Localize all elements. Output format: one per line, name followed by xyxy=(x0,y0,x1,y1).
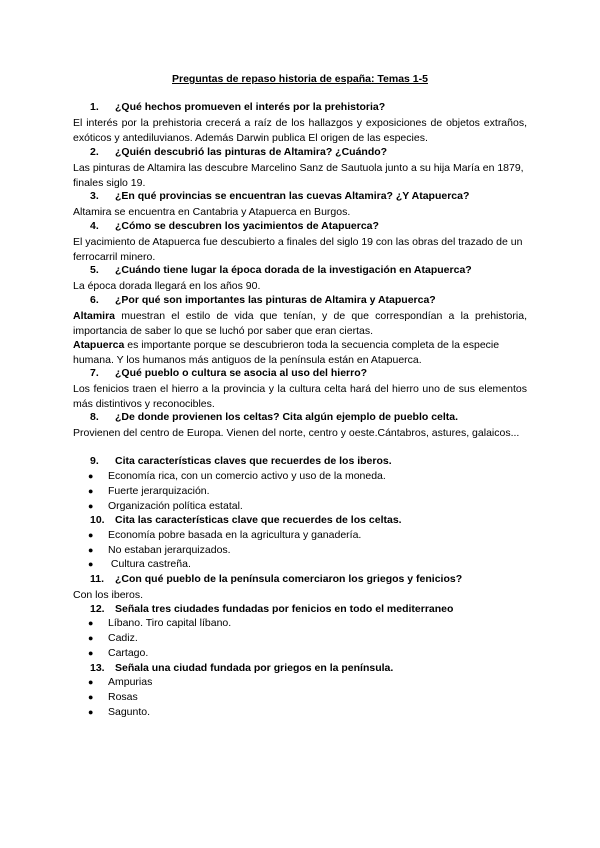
bullet-icon: ● xyxy=(88,677,94,687)
bullet-icon: ● xyxy=(88,545,94,555)
bullet-icon: ● xyxy=(88,648,94,658)
list-item: ● Sagunto. xyxy=(88,706,151,718)
answer-6-altamira xyxy=(73,309,527,338)
list-item: ● Cultura castreña. xyxy=(88,558,191,570)
bullet-icon: ● xyxy=(88,618,94,628)
question-text: ¿Con qué pueblo de la península comerciaron los griegos y fenicios? xyxy=(115,573,463,585)
question-text: ¿Por qué son importantes las pinturas de Altamira y Atapuerca? xyxy=(115,294,436,306)
question-number: 6. xyxy=(90,294,99,306)
question-text: Cita las características clave que recuerdes de los celtas. xyxy=(115,514,402,526)
question-text: ¿Cómo se descubren los yacimientos de Atapuerca? xyxy=(115,220,379,232)
question-5 xyxy=(90,264,472,276)
question-6 xyxy=(90,294,436,306)
question-11 xyxy=(90,573,462,585)
list-item: ● Economía pobre basada en la agricultura y ganadería. xyxy=(88,529,362,541)
question-number: 5. xyxy=(90,264,99,276)
list-item: ● Cartago. xyxy=(88,647,149,659)
answer-8: Provienen del centro de Europa. Vienen del norte, centro y oeste.Cántabros, astures, galaicos... xyxy=(73,427,520,439)
question-text: Señala una ciudad fundada por griegos en la península. xyxy=(115,662,394,674)
question-number: 2. xyxy=(90,146,99,158)
list-item: ● Cadiz. xyxy=(88,632,138,644)
question-8 xyxy=(90,411,458,423)
list-item: ● Rosas xyxy=(88,691,138,703)
answer-3: Altamira se encuentra en Cantabria y Atapuerca en Burgos. xyxy=(73,206,351,218)
question-10 xyxy=(90,514,402,526)
question-number: 11. xyxy=(90,573,105,585)
question-number: 3. xyxy=(90,190,99,202)
question-text: ¿De donde provienen los celtas? Cita algún ejemplo de pueblo celta. xyxy=(115,411,459,423)
question-text: ¿En qué provincias se encuentran las cuevas Altamira? ¿Y Atapuerca? xyxy=(115,190,470,202)
answer-1: El interés por la prehistoria crecerá a raíz de los hallazgos y exposiciones de objetos extraños, exóticos y antediluvianos. Además Darwin publica El origen de las especies. xyxy=(73,117,527,144)
answer-text: es importante porque se descubrieron toda la secuencia completa de la especie humana. Y los humanos más antiguos de la península están en Atapuerca. xyxy=(73,339,500,366)
question-number: 1. xyxy=(90,101,99,113)
question-text: Cita características claves que recuerdes de los iberos. xyxy=(115,455,392,467)
question-text: ¿Qué pueblo o cultura se asocia al uso del hierro? xyxy=(115,367,368,379)
list-item: ● Organización política estatal. xyxy=(88,500,243,512)
question-number: 12. xyxy=(90,603,105,615)
bullet-icon: ● xyxy=(88,486,94,496)
page-title: Preguntas de repaso historia de españa: Temas 1-5 xyxy=(172,73,428,85)
answer-6-atapuerca xyxy=(73,338,527,367)
bullet-icon: ● xyxy=(88,501,94,511)
question-number: 13. xyxy=(90,662,105,674)
list-item: ● No estaban jerarquizados. xyxy=(88,544,231,556)
question-text: ¿Qué hechos promueven el interés por la prehistoria? xyxy=(115,101,386,113)
question-2 xyxy=(90,146,387,158)
question-text: ¿Quién descubrió las pinturas de Altamira? ¿Cuándo? xyxy=(115,146,388,158)
list-item: ● Líbano. Tiro capital líbano. xyxy=(88,617,232,629)
question-13 xyxy=(90,662,393,674)
question-number: 8. xyxy=(90,411,99,423)
answer-keyword: Atapuerca xyxy=(73,339,125,351)
answer-keyword: Altamira xyxy=(73,310,116,322)
answer-5: La época dorada llegará en los años 90. xyxy=(73,280,261,292)
answer-2: Las pinturas de Altamira las descubre Marcelino Sanz de Sautuola junto a su hija María en 1879, finales siglo 19. xyxy=(73,162,524,189)
list-item: ● Ampurias xyxy=(88,676,153,688)
question-number: 10. xyxy=(90,514,105,526)
question-9 xyxy=(90,455,392,467)
question-number: 9. xyxy=(90,455,99,467)
answer-text: muestran el estilo de vida que tenían, y de que correspondían a la prehistoria, importancia de saber lo que se luchó por saber que eran ciertas. xyxy=(73,310,527,337)
answer-11: Con los iberos. xyxy=(73,589,144,601)
question-number: 4. xyxy=(90,220,99,232)
answer-4: El yacimiento de Atapuerca fue descubierto a finales del siglo 19 con las obras del trazado de un ferrocarril minero. xyxy=(73,236,523,263)
question-7 xyxy=(90,367,367,379)
list-item: ● Economía rica, con un comercio activo y uso de la moneda. xyxy=(88,470,386,482)
list-item: ● Fuerte jerarquización. xyxy=(88,485,210,497)
answer-7: Los fenicios traen el hierro a la provincia y la cultura celta hará del hierro uno de sus elementos más distintivos y reconocibles. xyxy=(73,383,527,410)
question-1 xyxy=(90,101,385,113)
bullet-icon: ● xyxy=(88,471,94,481)
bullet-icon: ● xyxy=(88,692,94,702)
bullet-icon: ● xyxy=(88,530,94,540)
question-4 xyxy=(90,220,379,232)
bullet-icon: ● xyxy=(88,633,94,643)
question-text: Señala tres ciudades fundadas por fenicios en todo el mediterraneo xyxy=(115,603,454,615)
question-number: 7. xyxy=(90,367,99,379)
question-12 xyxy=(90,603,453,615)
bullet-icon: ● xyxy=(88,559,94,569)
bullet-icon: ● xyxy=(88,707,94,717)
question-3 xyxy=(90,190,469,202)
question-text: ¿Cuándo tiene lugar la época dorada de la investigación en Atapuerca? xyxy=(115,264,472,276)
